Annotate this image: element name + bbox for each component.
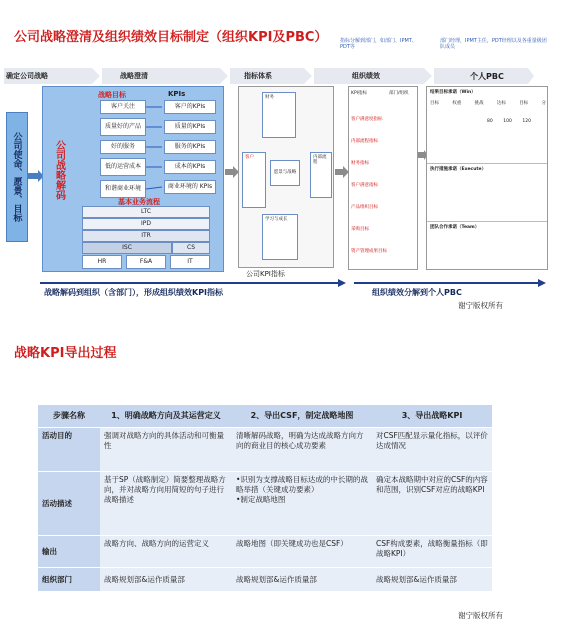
process-ltc: LTC bbox=[82, 206, 210, 218]
kpi-item: 质量的KPIs bbox=[164, 120, 216, 134]
process-isc: ISC bbox=[82, 242, 172, 254]
vision-text: 公司使命、愿景、目标 bbox=[11, 132, 22, 222]
org-header-a: KPI指标 bbox=[351, 91, 367, 96]
stage-org-perf: 组织绩效 bbox=[352, 72, 380, 80]
goal-item: 低的运营成本 bbox=[100, 158, 146, 176]
pbc-header-cell: 目标 bbox=[519, 101, 529, 106]
table-cell: CSF构成要素，战略衡量指标（即战略KPI） bbox=[372, 536, 492, 568]
goal-item: 好的服务 bbox=[100, 140, 146, 154]
support-it: IT bbox=[170, 255, 210, 269]
table-cell: 确定本战略期中对应的CSF的内容和范围，识别CSF对应的战略KPI bbox=[372, 472, 492, 536]
org-perf-table bbox=[348, 86, 418, 270]
kpi-item: 成本的KPIs bbox=[164, 160, 216, 174]
customer-quad: 客户 bbox=[242, 152, 266, 208]
decode-vertical: 公司战略解码 bbox=[53, 140, 65, 200]
note-pbc: 部门经理，IPMT主任，PDT经理以及各重量级团队成员 bbox=[440, 38, 547, 50]
page1-title: 公司战略澄清及组织绩效目标制定（组织KPI及PBC） bbox=[14, 30, 328, 45]
pbc-form bbox=[426, 86, 548, 270]
goal-to-kpi-arrows bbox=[146, 100, 164, 198]
table-cell: 强调对战略方向的具体活动和可衡量性 bbox=[100, 428, 232, 472]
goal-item: 客户关注 bbox=[100, 100, 146, 114]
to-org-arrow bbox=[335, 166, 349, 178]
table-header-row bbox=[38, 405, 492, 428]
center-core: 愿景与战略 bbox=[270, 160, 300, 186]
table-cell: 战略规划部&运作质量部 bbox=[372, 568, 492, 592]
table-cell: 对CSF匹配显示量化指标，以评价达成情况 bbox=[372, 428, 492, 472]
org-header-b: 部门/组织 bbox=[389, 91, 409, 96]
pbc-sample-cell: 100 bbox=[503, 119, 512, 124]
pbc-header-cell: 分 bbox=[541, 101, 546, 106]
pbc-header-row bbox=[430, 101, 546, 106]
table-cell: 战略地图（即关键成功也是CSF） bbox=[232, 536, 372, 568]
process-ipd: IPD bbox=[82, 218, 210, 230]
pbc-section-execute: 执行措施承诺（Execute） bbox=[430, 167, 487, 172]
table-row bbox=[38, 428, 492, 472]
pbc-sample-row bbox=[487, 119, 531, 124]
org-row: 内部流程指标 bbox=[351, 139, 378, 144]
pbc-header-cell: 权重 bbox=[452, 101, 462, 106]
row-label: 组织部门 bbox=[38, 568, 100, 592]
pbc-header-cell: 达标 bbox=[496, 101, 506, 106]
table-row bbox=[38, 568, 492, 592]
learning-quad: 学习与成长 bbox=[262, 214, 298, 260]
table-cell: 基于SP（战略制定）简要整理战略方向，并对战略方向用简短的句子进行战略描述 bbox=[100, 472, 232, 536]
table-cell: •识别为支撑战略目标达成的中长期的战略举措（关键成功要素） •制定战略地图 bbox=[232, 472, 372, 536]
kpi-item: 客户的KPIs bbox=[164, 100, 216, 114]
org-row: 财务指标 bbox=[351, 161, 369, 166]
org-row: 资产管理成果目标 bbox=[351, 249, 387, 254]
pbc-sample-cell: 120 bbox=[522, 119, 531, 124]
finance-quad: 财务 bbox=[262, 92, 296, 138]
col-header: 步骤名称 bbox=[38, 405, 100, 428]
process-title: 基本业务流程 bbox=[118, 198, 160, 206]
caption-left: 战略解码到组织（含部门），形成组织绩效KPI指标 bbox=[44, 288, 224, 297]
process-cs: CS bbox=[172, 242, 210, 254]
col-header: 1、明确战略方向及其运营定义 bbox=[100, 405, 232, 428]
goal-right-col bbox=[164, 100, 216, 198]
col-header: 2、导出CSF，制定战略地图 bbox=[232, 405, 372, 428]
stage-pbc: 个人PBC bbox=[470, 72, 504, 81]
table-cell: 清晰解码战略，明确为达成战略方向方向的商业目的核心成功要素 bbox=[232, 428, 372, 472]
copyright-2: 谢宁版权所有 bbox=[458, 611, 503, 620]
pbc-divider bbox=[427, 163, 547, 164]
table-cell: 战略方向、战略方向的运营定义 bbox=[100, 536, 232, 568]
pbc-sample-cell: 80 bbox=[487, 119, 493, 124]
table-cell: 战略规划部&运作质量部 bbox=[232, 568, 372, 592]
internal-quad: 内部流程 bbox=[310, 152, 332, 198]
goal-left-col bbox=[100, 100, 146, 193]
kpi-item: 服务的KPIs bbox=[164, 140, 216, 154]
table-row bbox=[38, 536, 492, 568]
caption-right: 组织绩效分解到个人PBC bbox=[372, 288, 462, 297]
support-fa: F&A bbox=[126, 255, 166, 269]
decode-arrow bbox=[225, 166, 239, 178]
table-cell: 战略规划部&运作质量部 bbox=[100, 568, 232, 592]
vision-box bbox=[6, 112, 28, 242]
goal-item: 质量好的产品 bbox=[100, 118, 146, 136]
row-label: 输出 bbox=[38, 536, 100, 568]
stage-indicators: 指标体系 bbox=[244, 72, 272, 80]
col-header: 3、导出战略KPI bbox=[372, 405, 492, 428]
strategy-goal-label: 战略目标 bbox=[98, 91, 126, 99]
support-row bbox=[82, 255, 210, 269]
org-row: 采购目标 bbox=[351, 227, 369, 232]
page2-title: 战略KPI导出过程 bbox=[14, 346, 117, 361]
process-stack bbox=[82, 206, 210, 254]
note-org: 指标分解到部门，如部门、IPMT、PDT等 bbox=[340, 38, 417, 50]
kpi-label: 公司KPI指标 bbox=[246, 270, 285, 278]
pbc-header-cell: 目标 bbox=[430, 101, 439, 106]
org-row: 客户满意度指标 bbox=[351, 117, 383, 122]
steps-table bbox=[38, 405, 492, 592]
pbc-section-team: 团队合作承诺（Team） bbox=[430, 225, 480, 230]
table-row bbox=[38, 472, 492, 536]
org-row: 客户满意指标 bbox=[351, 183, 378, 188]
goal-item: 和谐商业环境 bbox=[100, 180, 146, 198]
org-row: 产品组织目标 bbox=[351, 205, 378, 210]
stage-confirm: 确定公司战略 bbox=[6, 72, 48, 80]
row-label: 活动目的 bbox=[38, 428, 100, 472]
process-itr: ITR bbox=[82, 230, 210, 242]
copyright-1: 谢宁版权所有 bbox=[458, 301, 503, 310]
kpis-label: KPIs bbox=[168, 90, 186, 98]
pbc-header-cell: 挑战 bbox=[474, 101, 484, 106]
pbc-section-win: 结果目标承诺（Win） bbox=[430, 90, 476, 95]
support-hr: HR bbox=[82, 255, 122, 269]
stage-clarify: 战略澄清 bbox=[120, 72, 148, 80]
row-label: 活动描述 bbox=[38, 472, 100, 536]
pbc-divider bbox=[427, 221, 547, 222]
kpi-item: 商业环境的 KPIs bbox=[164, 180, 216, 194]
